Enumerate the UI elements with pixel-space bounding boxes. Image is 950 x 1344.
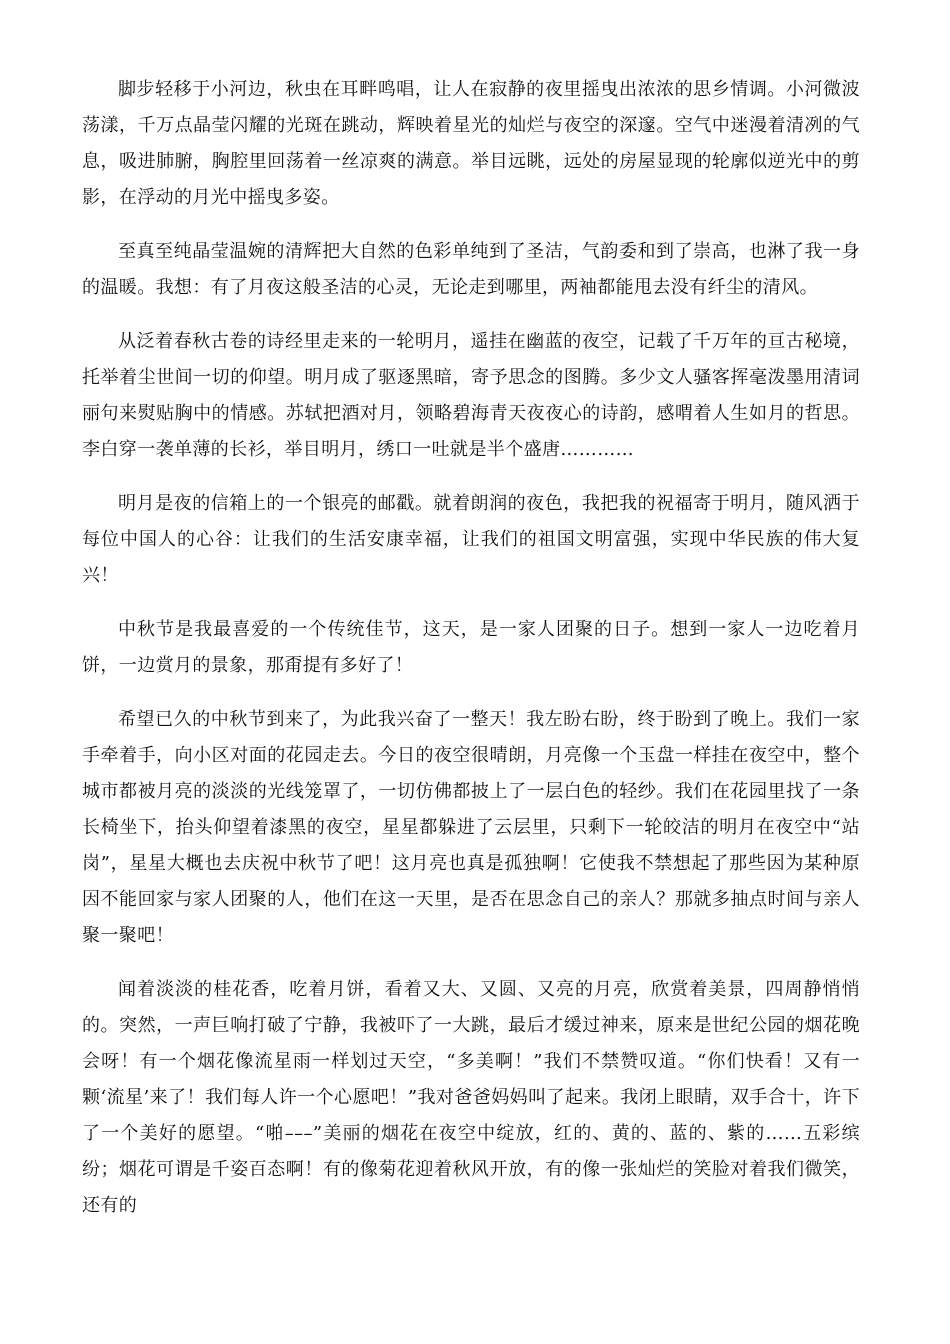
paragraph-5: 中秋节是我最喜爱的一个传统佳节，这天，是一家人团聚的日子。想到一家人一边吃着月饼，一边赏月的景象，那甭提有多好了！: [82, 619, 860, 676]
paragraph-4: 明月是夜的信箱上的一个银亮的邮戳。就着朗润的夜色，我把我的祝福寄于明月，随风洒于每位中国人的心谷：让我们的生活安康幸福，让我们的祖国文明富强，实现中华民族的伟大复兴！: [82, 493, 860, 586]
paragraph-2: 至真至纯晶莹温婉的清辉把大自然的色彩单纯到了圣洁，气韵委和到了崇高，也淋了我一身的温暖。我想：有了月夜这般圣洁的心灵，无论走到哪里，两袖都能甩去没有纤尘的清风。: [82, 241, 860, 298]
paragraph-6: 希望已久的中秋节到来了，为此我兴奋了一整天！我左盼右盼，终于盼到了晚上。我们一家手牵着手，向小区对面的花园走去。今日的夜空很晴朗，月亮像一个玉盘一样挂在夜空中，整个城市都被月亮的淡淡的光线笼罩了，一切仿佛都披上了一层白色的轻纱。我们在花园里找了一条长椅坐下，抬头仰望着漆黑的夜空，星星都躲进了云层里，只剩下一轮皎洁的明月在夜空中“站岗”，星星大概也去庆祝中秋节了吧！这月亮也真是孤独啊！它使我不禁想起了那些因为某种原因不能回家与家人团聚的人，他们在这一天里，是否在思念自己的亲人？那就多抽点时间与亲人聚一聚吧！: [82, 709, 860, 946]
paragraph-7: 闻着淡淡的桂花香，吃着月饼，看着又大、又圆、又亮的月亮，欣赏着美景，四周静悄悄的。突然，一声巨响打破了宁静，我被吓了一大跳，最后才缓过神来，原来是世纪公园的烟花晚会呀！有一个烟花像流星雨一样划过天空，“多美啊！”我们不禁赞叹道。“你们快看！又有一颗‘流星’来了！我们每人许一个心愿吧！”我对爸爸妈妈叫了起来。我闭上眼睛，双手合十，许下了一个美好的愿望。“啪–––”美丽的烟花在夜空中绽放，红的、黄的、蓝的、紫的……五彩缤纷；烟花可谓是千姿百态啊！有的像菊花迎着秋风开放，有的像一张灿烂的笑脸对着我们微笑，还有的: [82, 979, 860, 1216]
paragraph-3: 从泛着春秋古卷的诗经里走来的一轮明月，遥挂在幽蓝的夜空，记载了千万年的亘古秘境，托举着尘世间一切的仰望。明月成了驱逐黑暗，寄予思念的图腾。多少文人骚客挥毫泼墨用清词丽句来熨贴胸中的情感。苏轼把酒对月，领略碧海青天夜夜心的诗韵，感喟着人生如月的哲思。李白穿一袭单薄的长衫，举目明月，绣口一吐就是半个盛唐…………: [82, 331, 860, 460]
paragraph-1: 脚步轻移于小河边，秋虫在耳畔鸣唱，让人在寂静的夜里摇曳出浓浓的思乡情调。小河微波荡漾，千万点晶莹闪耀的光斑在跳动，辉映着星光的灿烂与夜空的深邃。空气中迷漫着清冽的气息，吸进肺腑，胸腔里回荡着一丝凉爽的满意。举目远眺，远处的房屋显现的轮廓似逆光中的剪影，在浮动的月光中摇曳多姿。: [82, 79, 860, 208]
